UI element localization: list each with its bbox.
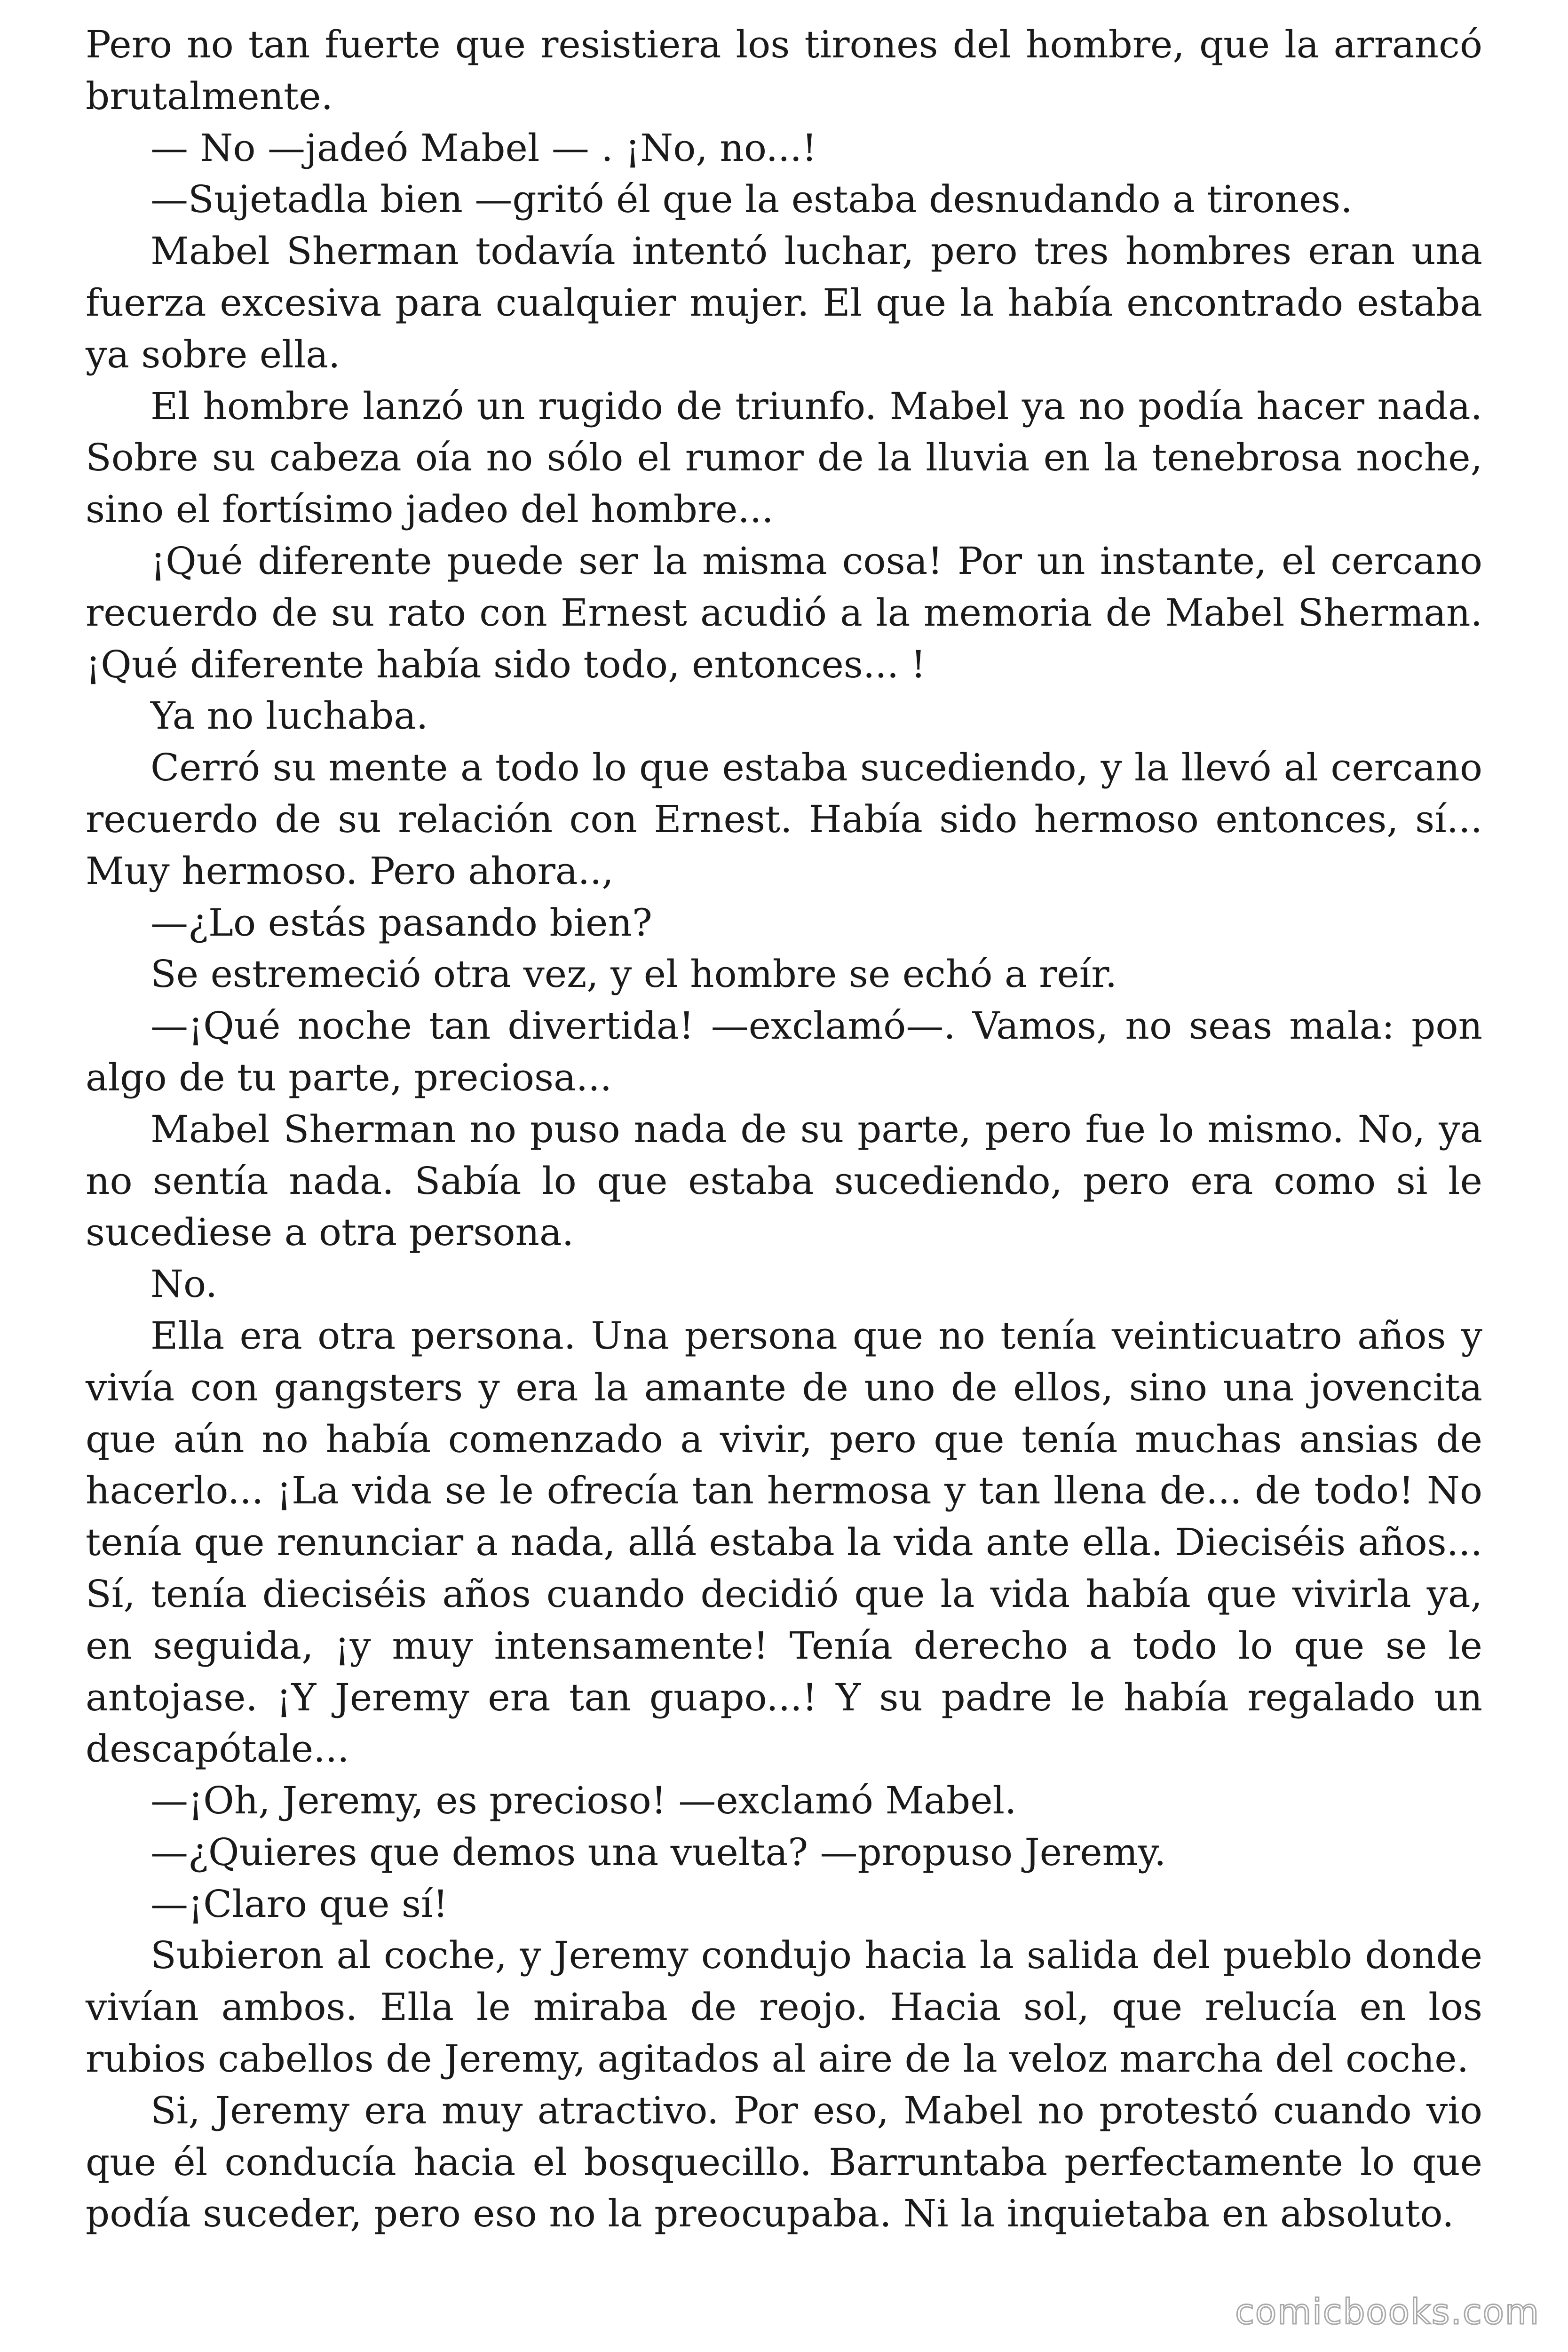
paragraph-13: No. bbox=[150, 1262, 218, 1306]
paragraph-11: —¡Qué noche tan divertida! —exclamó—. Vamos, no seas mala: pon algo de tu parte, preciosa... bbox=[86, 1004, 1482, 1099]
watermark: comicbooks.com bbox=[1235, 2292, 1540, 2332]
paragraph-9: —¿Lo estás pasando bien? bbox=[150, 900, 652, 945]
paragraph-18: Subieron al coche, y Jeremy condujo hacia la salida del pueblo donde vivían ambos. Ella le miraba de reojo. Hacia sol, que relucía en los rubios cabellos de Jeremy, agitados al aire de la veloz marcha del coche. bbox=[86, 1933, 1482, 2081]
paragraph-1: Pero no tan fuerte que resistiera los tirones del hombre, que la arrancó brutalmente. bbox=[86, 23, 1482, 118]
paragraph-14: Ella era otra persona. Una persona que no tenía veinticuatro años y vivía con gangsters y era la amante de uno de ellos, sino una jovencita que aún no había comenzado a vivir, pero que tenía muchas ansias de hacerlo... ¡La vida se le ofrecía tan hermosa y tan llena de... de todo! No tenía que renunciar a nada, allá estaba la vida ante ella. Dieciséis años... Sí, tenía dieciséis años cuando decidió que la vida había que vivirla ya, en seguida, ¡y muy intensamente! Tenía derecho a todo lo que se le antojase. ¡Y Jeremy era tan guapo...! Y su padre le había regalado un descapótale... bbox=[86, 1313, 1482, 1771]
paragraph-6: ¡Qué diferente puede ser la misma cosa! Por un instante, el cercano recuerdo de su rato con Ernest acudió a la memoria de Mabel Sherman. ¡Qué diferente había sido todo, entonces... ! bbox=[86, 539, 1482, 686]
paragraph-10: Se estremeció otra vez, y el hombre se echó a reír. bbox=[150, 952, 1117, 996]
paragraph-8: Cerró su mente a todo lo que estaba sucediendo, y la llevó al cercano recuerdo de su relación con Ernest. Había sido hermoso entonces, sí... Muy hermoso. Pero ahora.., bbox=[86, 746, 1482, 893]
paragraph-2: — No —jadeó Mabel — . ¡No, no...! bbox=[150, 126, 817, 170]
book-page-text bbox=[86, 19, 1482, 2240]
paragraph-7: Ya no luchaba. bbox=[150, 694, 428, 738]
paragraph-17: —¡Claro que sí! bbox=[150, 1882, 448, 1926]
paragraph-12: Mabel Sherman no puso nada de su parte, pero fue lo mismo. No, ya no sentía nada. Sabía lo que estaba sucediendo, pero era como si le sucediese a otra persona. bbox=[86, 1107, 1482, 1255]
paragraph-4: Mabel Sherman todavía intentó luchar, pero tres hombres eran una fuerza excesiva para cualquier mujer. El que la había encontrado estaba ya sobre ella. bbox=[86, 229, 1482, 376]
paragraph-19: Si, Jeremy era muy atractivo. Por eso, Mabel no protestó cuando vio que él conducía hacia el bosquecillo. Barruntaba perfectamente lo que podía suceder, pero eso no la preocupaba. Ni la inquietaba en absoluto. bbox=[86, 2088, 1482, 2236]
paragraph-5: El hombre lanzó un rugido de triunfo. Mabel ya no podía hacer nada. Sobre su cabeza oía no sólo el rumor de la lluvia en la tenebrosa noche, sino el fortísimo jadeo del hombre... bbox=[86, 384, 1482, 532]
paragraph-3: —Sujetadla bien —gritó él que la estaba desnudando a tirones. bbox=[150, 177, 1353, 222]
paragraph-15: —¡Oh, Jeremy, es precioso! —exclamó Mabel. bbox=[150, 1779, 1017, 1823]
paragraph-16: —¿Quieres que demos una vuelta? —propuso Jeremy. bbox=[150, 1830, 1166, 1874]
